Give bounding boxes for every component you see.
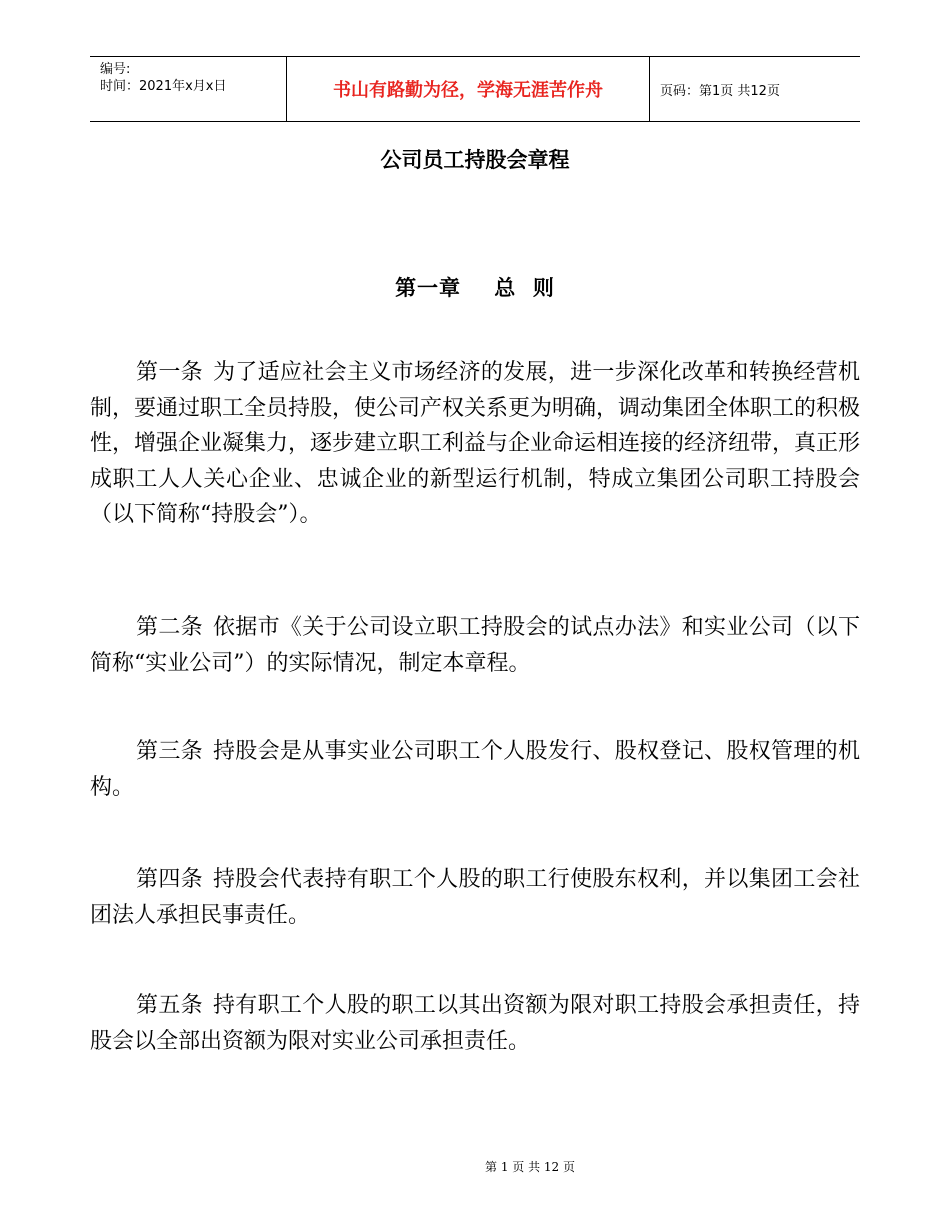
article-4 [90,862,860,933]
article-5 [90,988,860,1059]
header-page-info: 页码：第1页 共12页 [660,83,780,99]
article-text: 持股会是从事实业公司职工个人股发行、股权登记、股权管理的机构。 [90,739,860,800]
article-number: 第五条 [136,993,203,1018]
document-title: 公司员工持股会章程 [380,148,570,172]
article-number: 第二条 [136,615,203,640]
article-3 [90,734,860,805]
article-1 [90,355,860,533]
article-2 [90,610,860,681]
time-label: 时间：2021年x月x日 [100,79,227,94]
article-text: 持有职工个人股的职工以其出资额为限对职工持股会承担责任，持股会以全部出资额为限对实业公司承担责任。 [90,993,860,1054]
article-text: 依据市《关于公司设立职工持股会的试点办法》和实业公司（以下简称“实业公司”）的实际情况，制定本章程。 [90,615,860,676]
number-label: 编号: [100,62,131,77]
article-text: 持股会代表持有职工个人股的职工行使股东权利，并以集团工会社团法人承担民事责任。 [90,867,860,928]
article-number: 第三条 [136,739,203,764]
article-number: 第一条 [136,360,203,385]
header-motto: 书山有路勤为径，学海无涯苦作舟 [287,57,650,121]
header-meta [90,57,287,121]
article-number: 第四条 [136,867,203,892]
page-footer: 第 1 页 共 12 页 [485,1160,575,1174]
article-text: 为了适应社会主义市场经济的发展，进一步深化改革和转换经营机制，要通过职工全员持股，使公司产权关系更为明确，调动集团全体职工的积极性，增强企业凝集力，逐步建立职工利益与企业命运相连接的经济纽带，真正形成职工人人关心企业、忠诚企业的新型运行机制，特成立集团公司职工持股会（以下简称“持股会”）。 [90,360,861,528]
chapter-title: 第一章 总 则 [395,276,555,300]
page-header [90,56,860,122]
